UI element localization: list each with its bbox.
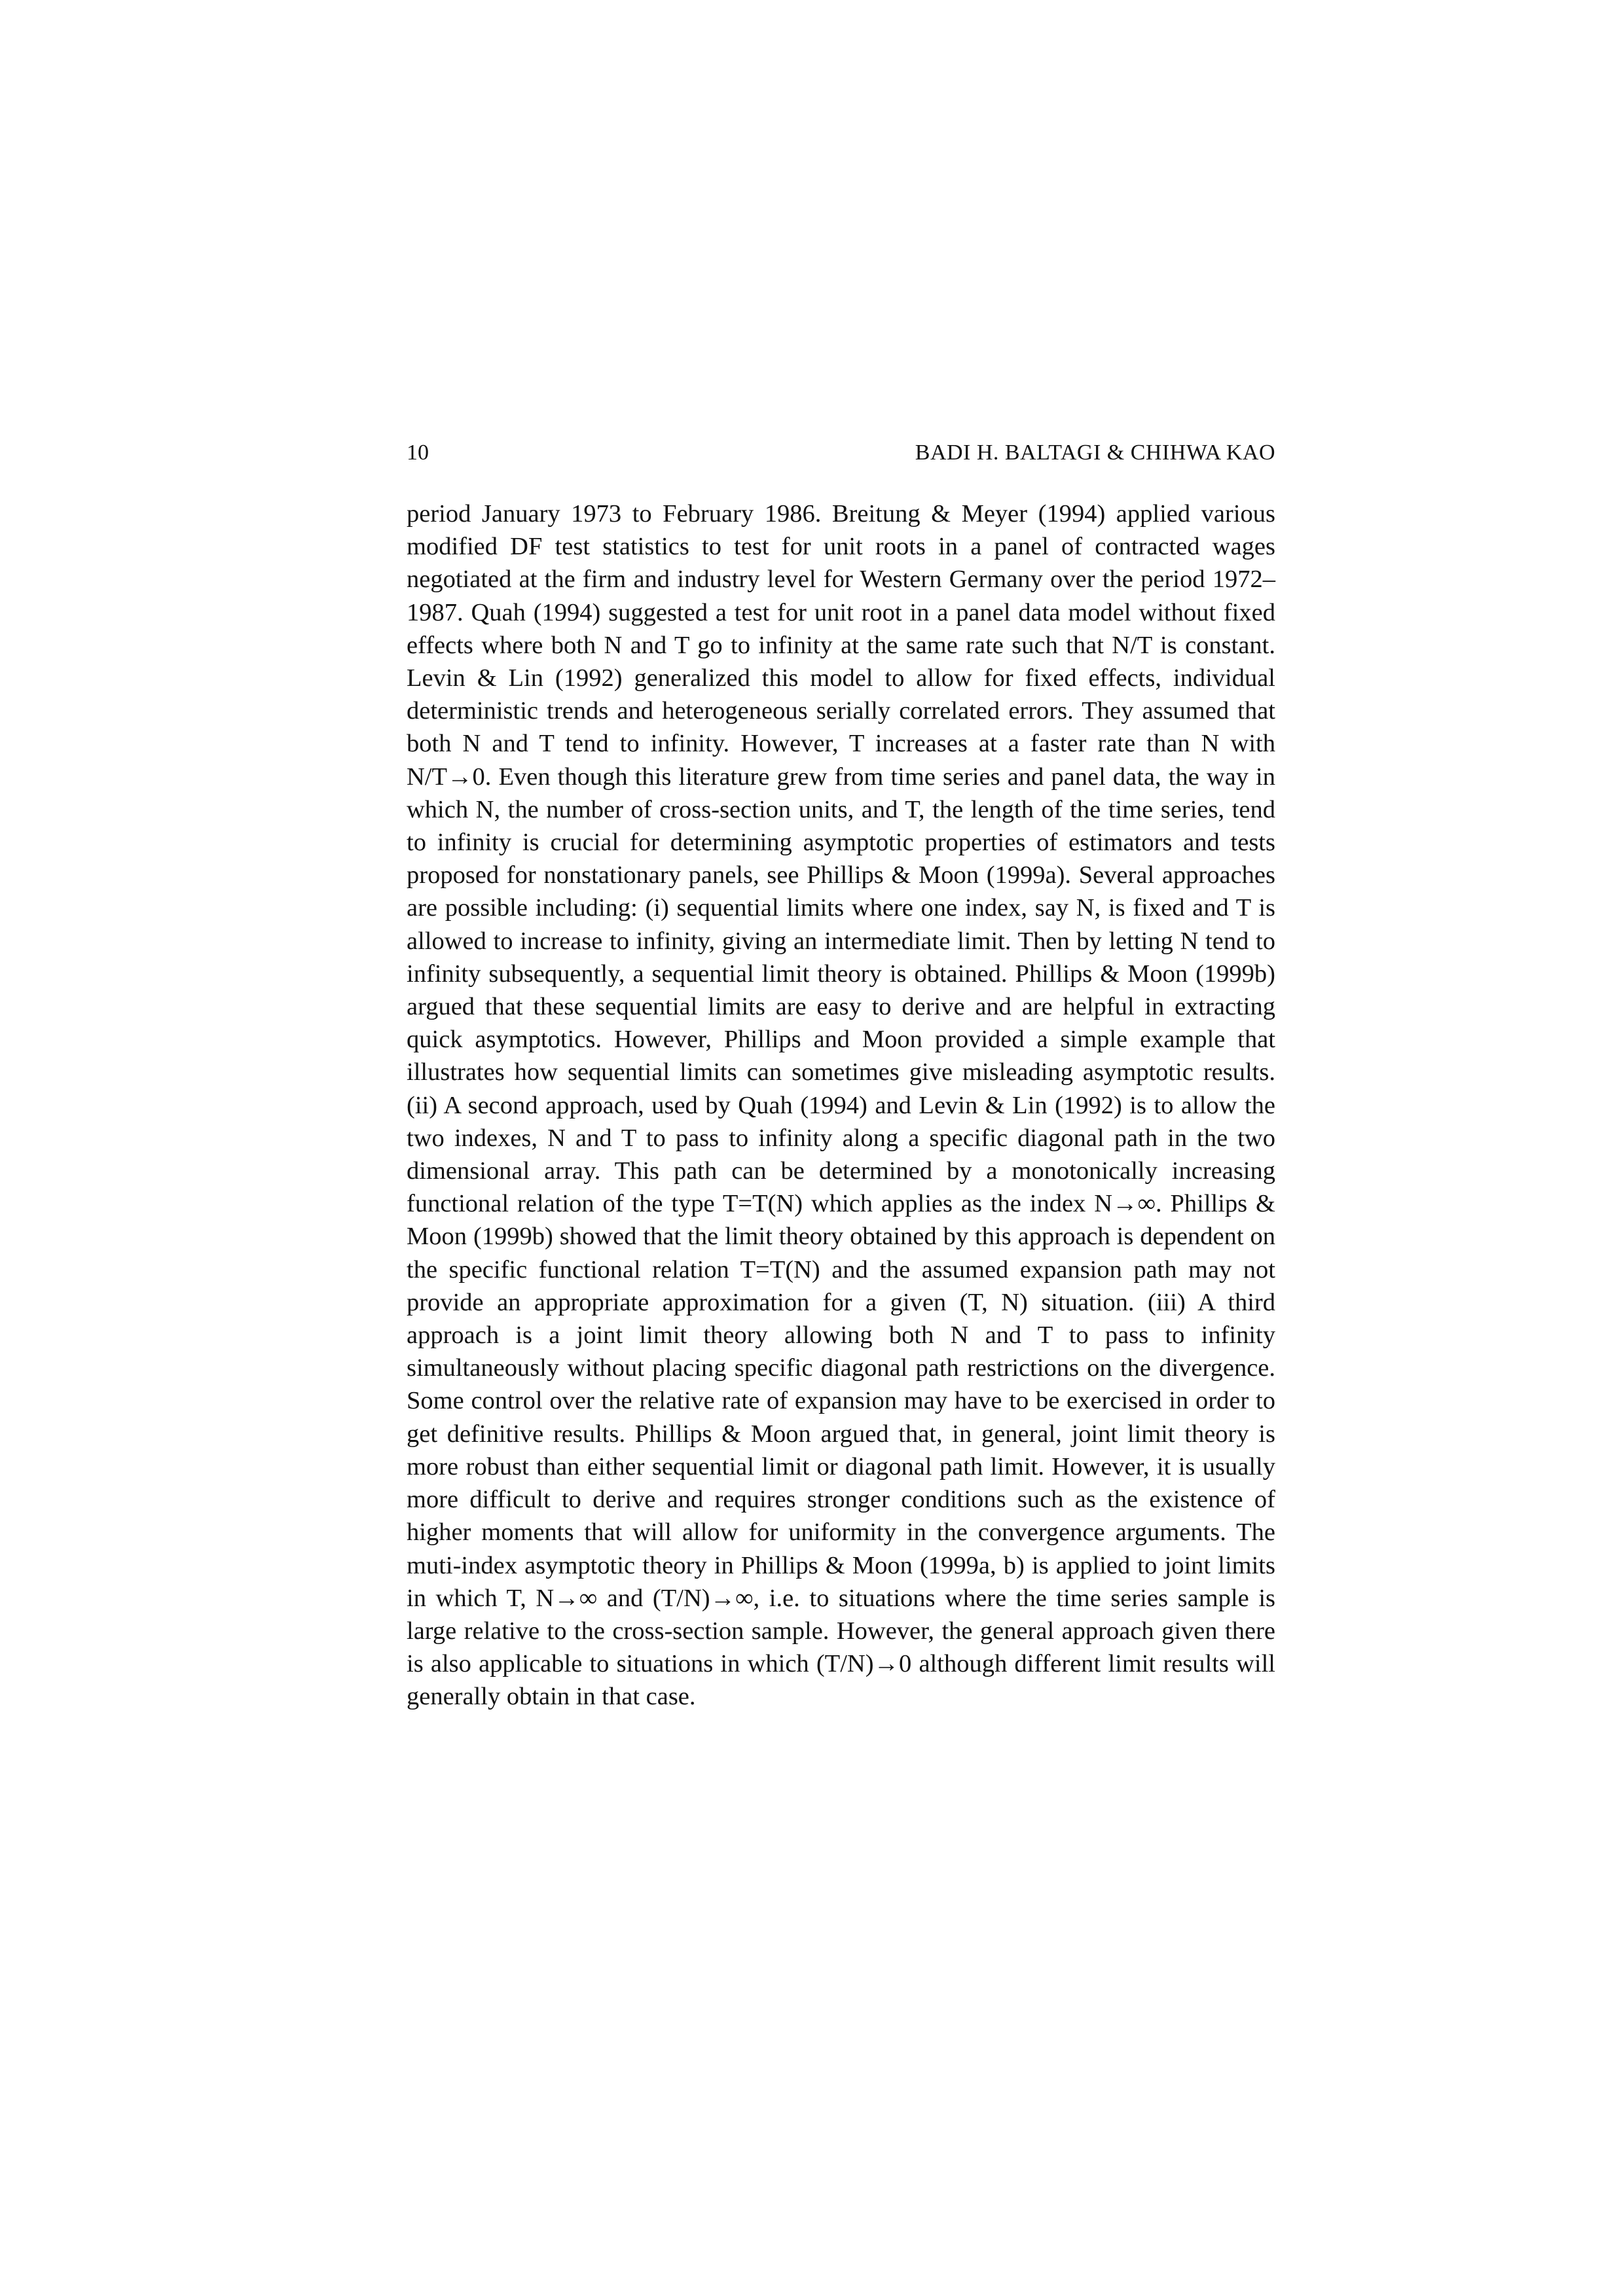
page-number: 10: [407, 440, 429, 465]
page-header: [407, 435, 1275, 471]
running-head: BADI H. BALTAGI & CHIHWA KAO: [915, 440, 1275, 465]
body-paragraph: period January 1973 to February 1986. Breitung & Meyer (1994) applied various modified DF test statistics to test for unit roots in a panel of contracted wages negotiated at the firm and industry level for Western Germany over the period 1972–1987. Quah (1994) suggested a test for unit root in a panel data model without fixed effects where both N and T go to infinity at the same rate such that N/T is constant. Levin & Lin (1992) generalized this model to allow for fixed effects, individual deterministic trends and heterogeneous serially correlated errors. They assumed that both N and T tend to infinity. However, T increases at a faster rate than N with N/T→0. Even though this literature grew from time series and panel data, the way in which N, the number of cross-section units, and T, the length of the time series, tend to infinity is crucial for determining asymptotic properties of estimators and tests proposed for nonstationary panels, see Phillips & Moon (1999a). Several approaches are possible including: (i) sequential limits where one index, say N, is fixed and T is allowed to increase to infinity, giving an intermediate limit. Then by letting N tend to infinity subsequently, a sequential limit theory is obtained. Phillips & Moon (1999b) argued that these sequential limits are easy to derive and are helpful in extracting quick asymptotics. However, Phillips and Moon provided a simple example that illustrates how sequential limits can sometimes give misleading asymptotic results. (ii) A second approach, used by Quah (1994) and Levin & Lin (1992) is to allow the two indexes, N and T to pass to infinity along a specific diagonal path in the two dimensional array. This path can be determined by a monotonically increasing functional relation of the type T=T(N) which applies as the index N→∞. Phillips & Moon (1999b) showed that the limit theory obtained by this approach is dependent on the specific functional relation T=T(N) and the assumed expansion path may not provide an appropriate approximation for a given (T, N) situation. (iii) A third approach is a joint limit theory allowing both N and T to pass to infinity simultaneously without placing specific diagonal path restrictions on the divergence. Some control over the relative rate of expansion may have to be exercised in order to get definitive results. Phillips & Moon argued that, in general, joint limit theory is more robust than either sequential limit or diagonal path limit. However, it is usually more difficult to derive and requires stronger conditions such as the existence of higher moments that will allow for uniformity in the convergence arguments. The muti-index asymptotic theory in Phillips & Moon (1999a, b) is applied to joint limits in which T, N→∞ and (T/N)→∞, i.e. to situations where the time series sample is large relative to the cross-section sample. However, the general approach given there is also applicable to situations in which (T/N)→0 although different limit results will generally obtain in that case.: [407, 500, 1275, 1711]
